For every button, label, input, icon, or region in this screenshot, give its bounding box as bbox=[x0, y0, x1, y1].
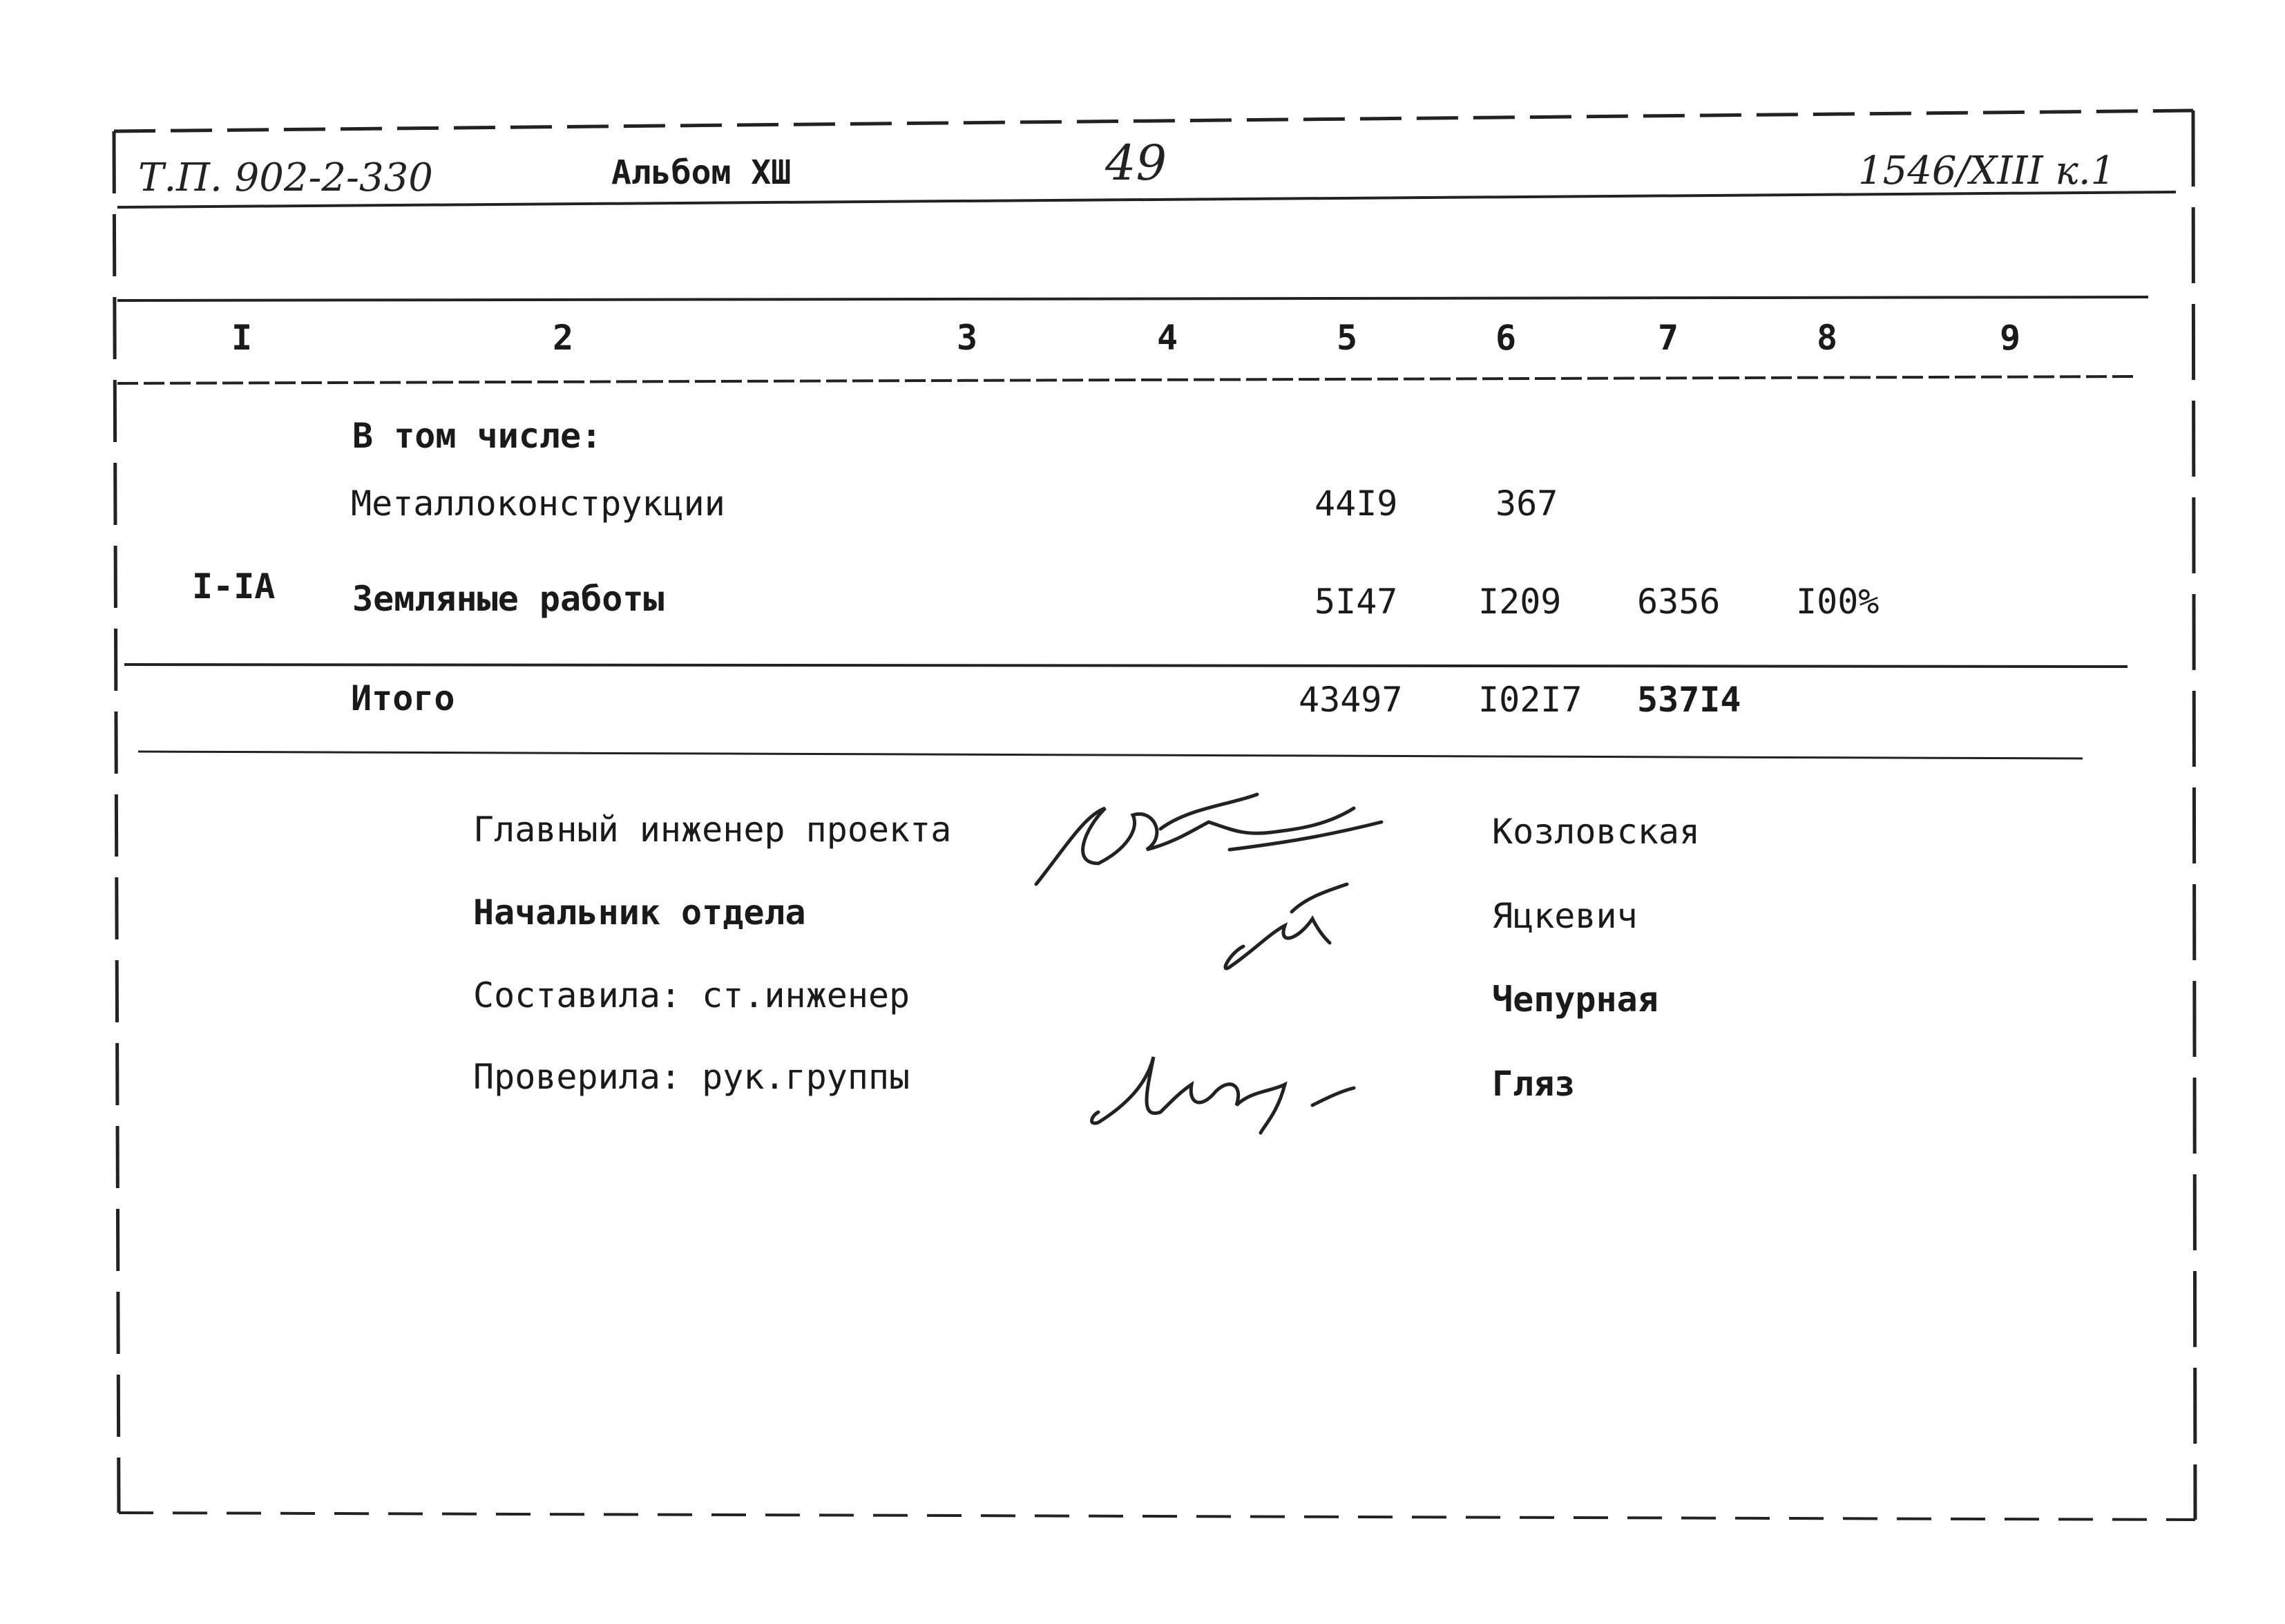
signature-name: Гляз bbox=[1492, 1064, 1576, 1104]
column-number: I bbox=[231, 318, 253, 358]
signature-name: Яцкевич bbox=[1492, 896, 1638, 936]
total-col6: I02I7 bbox=[1478, 680, 1583, 720]
total-col5: 43497 bbox=[1299, 680, 1403, 720]
cell-col5: 44I9 bbox=[1314, 484, 1398, 524]
total-col7: 537I4 bbox=[1637, 680, 1741, 720]
column-number: 6 bbox=[1495, 318, 1517, 358]
signature-scribble-4 bbox=[1092, 1057, 1285, 1133]
cell-col8: I00% bbox=[1796, 582, 1880, 622]
inventory-number: 1546/XIII к.1 bbox=[1858, 149, 2116, 193]
signature-name: Козловская bbox=[1492, 812, 1701, 852]
column-number: 3 bbox=[957, 318, 978, 358]
handwritten-signatures bbox=[1022, 767, 1478, 1154]
signature-name: Чепурная bbox=[1492, 980, 1658, 1020]
signature-role: Проверила: рук.группы bbox=[473, 1057, 910, 1097]
column-number: 4 bbox=[1157, 318, 1178, 358]
column-number: 7 bbox=[1658, 318, 1679, 358]
signature-scribble-1 bbox=[1036, 808, 1354, 884]
total-label: Итого bbox=[351, 678, 455, 718]
album-label: Альбом ХШ bbox=[611, 153, 792, 192]
column-number: 9 bbox=[2000, 318, 2021, 358]
cell-col6: 367 bbox=[1495, 484, 1558, 524]
signature-scribble-2 bbox=[1225, 919, 1330, 968]
project-code: Т.П. 902-2-330 bbox=[138, 155, 433, 200]
column-number: 8 bbox=[1817, 318, 1838, 358]
row-description: Металлоконструкции bbox=[351, 484, 725, 524]
signature-role: Главный инженер проекта bbox=[473, 810, 952, 850]
signature-role: Начальник отдела bbox=[473, 892, 806, 933]
cell-col5: 5I47 bbox=[1314, 582, 1398, 622]
column-number: 5 bbox=[1337, 318, 1358, 358]
column-number: 2 bbox=[553, 318, 574, 358]
row-description: Земляные работы bbox=[352, 579, 665, 619]
cell-col7: 6356 bbox=[1637, 582, 1721, 622]
row-description: В том числе: bbox=[352, 416, 602, 456]
row-section-code: I-IA bbox=[192, 566, 276, 606]
signature-role: Составила: ст.инженер bbox=[473, 975, 910, 1015]
cell-col6: I209 bbox=[1478, 582, 1562, 622]
page-number: 49 bbox=[1105, 135, 1167, 191]
